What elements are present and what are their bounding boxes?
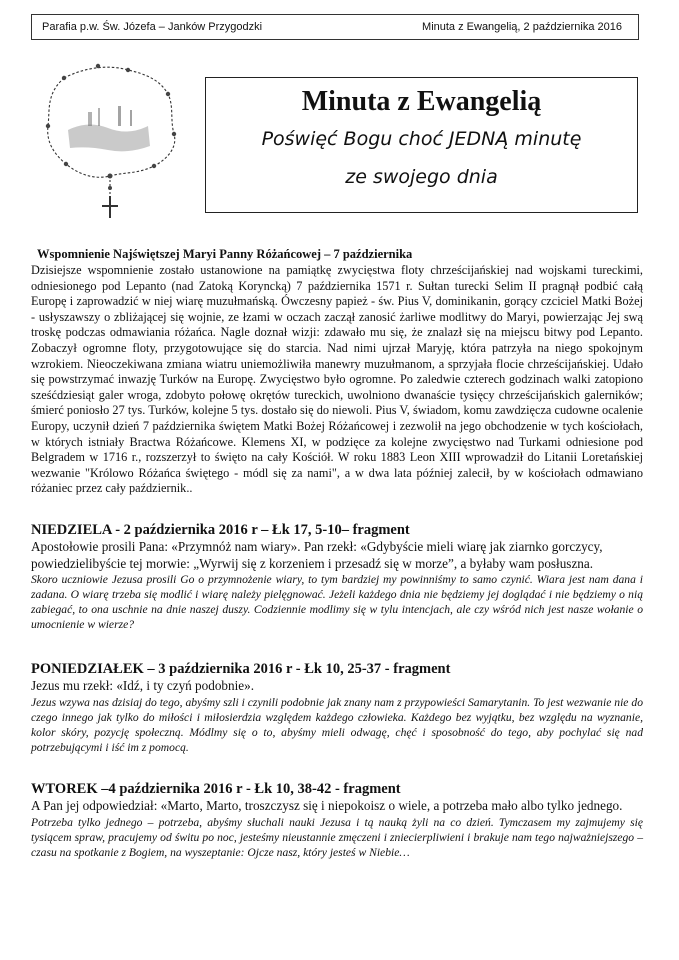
gospel-quote: A Pan jej odpowiedział: «Marto, Marto, troszczysz się i niepokoisz o wiele, a potrzeba mało albo tylko jednego. bbox=[31, 798, 623, 813]
day-heading: WTOREK –4 października 2016 r - Łk 10, 38-42 - fragment bbox=[31, 781, 401, 797]
parish-name: Parafia p.w. Św. Józefa – Janków Przygodzki bbox=[42, 21, 263, 33]
page-title: Minuta z Ewangelią bbox=[301, 86, 542, 117]
subtitle-line-2: ze swojego dnia bbox=[345, 166, 498, 188]
page-header bbox=[31, 14, 639, 40]
day-heading: PONIEDZIAŁEK – 3 października 2016 r - Łk 10, 25-37 - fragment bbox=[31, 661, 451, 677]
day-heading: NIEDZIELA - 2 października 2016 r – Łk 17, 5-10– fragment bbox=[31, 522, 410, 538]
subtitle-line-1: Poświęć Bogu choć JEDNĄ minutę bbox=[261, 128, 582, 150]
day-section-monday bbox=[31, 660, 643, 755]
bulletin-date: Minuta z Ewangelią, 2 października 2016 bbox=[422, 21, 622, 33]
day-section-tuesday bbox=[31, 780, 643, 860]
reflection-text: Jezus wzywa nas dzisiaj do tego, abyśmy szli i czynili podobnie jak znany nam z przypowieści Samarytanin. To jest wezwanie nie do czego innego jak tylko do miłości i miłosierdzia względem każdego człowieka. Każdego bez wyjątku, bez względu na wyznanie, kolor skóry, pozycję społeczną. Módlmy się o to, abyśmy mieli odwagę, chęć i sposobność do tego, aby pochylać się nad potrzebującymi i iść im z pomocą. bbox=[31, 695, 643, 754]
gospel-quote: Apostołowie prosili Pana: «Przymnóż nam wiary». Pan rzekł: «Gdybyście mieli wiarę jak ziarnko gorczycy, powiedzielibyście tej morwie: „Wyrwij się z korzeniem i przesadź się w morze”, a byłaby wam posłuszna. bbox=[31, 539, 603, 571]
rosary-map-icon bbox=[28, 50, 188, 222]
reflection-text: Skoro uczniowie Jezusa prosili Go o przymnożenie wiary, to tym bardziej my powinniśmy to samo czynić. Wiara jest nam dana i zadana. O wiarę trzeba się modlić i wiarę należy pielęgnować. Jeżeli każdego dnia nie będziemy jej doglądać i nie będziemy o nią zabiegać, to ona uschnie na dnie naszej duszy. Codziennie modlimy się w tylu intencjach, ale czy wśród nich jest nasze wołanie o umocnienie w wierze? bbox=[31, 573, 643, 631]
rosary-feast-heading: Wspomnienie Najświętszej Maryi Panny Różańcowej – 7 października bbox=[37, 247, 413, 261]
reflection-text: Potrzeba tylko jednego – potrzeba, abyśmy słuchali nauki Jezusa i tą nauką żyli na co dzień. Tymczasem my zajmujemy się tysiącem spraw, pracujemy od świtu po noc, jesteśmy nieustannie zmęczeni i zniecierpliwieni i brakuje nam tego najważniejszego – czasu na spotkanie z Bogiem, na wyszeptanie: Ojcze nasz, który jesteś w Niebie… bbox=[31, 815, 643, 859]
title-box bbox=[205, 77, 638, 213]
rosary-feast-text: Dzisiejsze wspomnienie zostało ustanowione na pamiątkę zwycięstwa floty chrześcijańskiej nad wojskami tureckimi, odniesionego pod Lepanto (nad Zatoką Koryncką) 7 października 1571 r. Sułtan turecki Selim II pragnął podbić całą Europę i zaprowadzić w niej wiarę muzułmańską. Ówczesny papież - św. Pius V, dominikanin, gorący czciciel Matki Bożej - usłyszawszy o zbliżającej się wojnie, ze łzami w oczach zaczął zanosić żarliwe modlitwy do Maryi, powierzając Jej swą troskę podczas odmawiania różańca. Nagle doznał wizji: zdawało mu się, że znalazł się na miejscu bitwy pod Lepanto. Zobaczył ogromne floty, przygotowujące się do starcia. Nad nimi ujrzał Maryję, która patrzyła na niego spokojnym wzrokiem. Nieoczekiwana zmiana wiatru uniemożliwiła manewry muzułmanom, a sprzyjała flocie chrześcijańskiej. Udało się powstrzymać inwazję Turków na Europę. Zwycięstwo było ogromne. Po zaledwie czterech godzinach walki zatopiono sześćdziesiąt galer wroga, zdobyto połowę okrętów tureckich, uwolniono dwanaście tysięcy chrześcijańskich galerników; śmierć poniosło 27 tys. Turków, kolejne 5 tys. dostało się do niewoli. Pius V, świadom, komu zawdzięcza cudowne ocalenie Europy, uczynił dzień 7 października świętem Matki Bożej Różańcowej i zezwolił na jego obchodzenie w tych kościołach, w których istniały Bractwa Różańcowe. Klemens XI, w podzięce za kolejne zwycięstwo nad Turkami odniesione pod Belgradem w 1716 r., rozszerzył to święto na cały Kościół. W roku 1883 Leon XIII wprowadził do Litanii Loretańskiej wezwanie "Królowo Różańca świętego - módl się za nami", a w dwa lata później zalecił, by w kościołach odmawiano różaniec przez cały październik.. bbox=[31, 263, 643, 496]
day-section-sunday bbox=[31, 521, 643, 632]
gospel-quote: Jezus mu rzekł: «Idź, i ty czyń podobnie». bbox=[31, 678, 255, 693]
rosary-feast-section bbox=[31, 246, 643, 497]
